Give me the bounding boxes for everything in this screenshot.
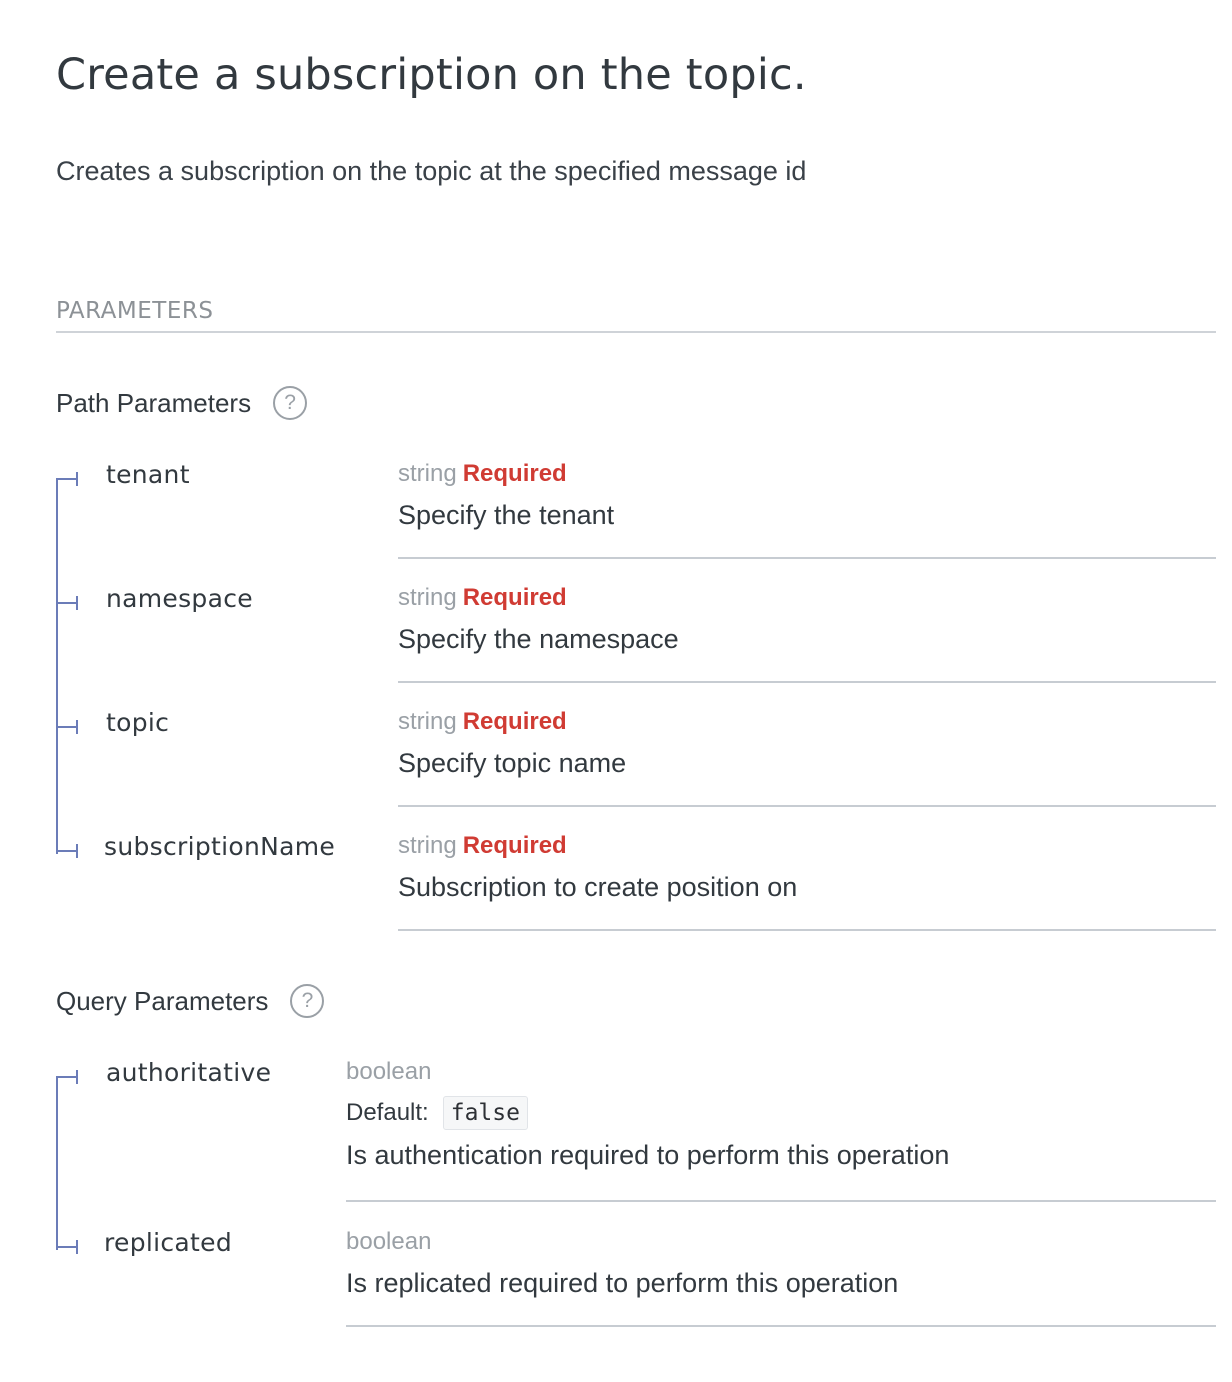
required-badge: Required: [462, 584, 567, 611]
param-divider: [398, 929, 1216, 931]
param-type: string: [398, 460, 457, 487]
param-divider: [398, 681, 1216, 683]
param-name: subscriptionName: [104, 832, 336, 861]
param-type: string: [398, 832, 457, 859]
param-name: namespace: [106, 584, 253, 613]
default-value: false: [443, 1096, 528, 1130]
default-label: Default:: [346, 1099, 429, 1126]
param-divider: [398, 557, 1216, 559]
path-tree-line: [56, 478, 58, 854]
param-description: Is replicated required to perform this operation: [346, 1268, 899, 1298]
tree-branch: [56, 720, 80, 734]
param-divider: [346, 1325, 1216, 1327]
param-info: [346, 1228, 1216, 1299]
param-default: [346, 1096, 1216, 1130]
tree-branch: [56, 596, 80, 610]
param-description: Is authentication required to perform this operation: [346, 1140, 950, 1170]
param-description: Specify the tenant: [398, 500, 615, 530]
page-title: Create a subscription on the topic.: [56, 50, 807, 100]
tree-branch: [56, 844, 80, 858]
path-parameters-title: Path Parameters: [56, 387, 252, 418]
param-type: string: [398, 584, 457, 611]
param-name: replicated: [104, 1228, 232, 1257]
param-description: Specify topic name: [398, 748, 627, 778]
query-parameters-heading: [56, 984, 324, 1018]
param-divider: [398, 805, 1216, 807]
param-description: Specify the namespace: [398, 624, 679, 654]
param-type: boolean: [346, 1228, 432, 1255]
param-name: topic: [106, 708, 170, 737]
parameters-label: PARAMETERS: [56, 298, 214, 324]
tree-branch: [56, 472, 80, 486]
query-parameters-title: Query Parameters: [56, 985, 269, 1016]
param-divider: [346, 1200, 1216, 1202]
parameters-divider: [56, 331, 1216, 333]
help-icon[interactable]: ?: [273, 386, 307, 420]
param-info: [398, 460, 1216, 531]
path-parameters-heading: [56, 386, 307, 420]
param-info: [398, 832, 1216, 903]
param-type: boolean: [346, 1058, 432, 1085]
param-name: tenant: [106, 460, 190, 489]
operation-description: Creates a subscription on the topic at the specified message id: [56, 156, 807, 186]
param-info: [398, 584, 1216, 655]
param-name: authoritative: [106, 1058, 272, 1087]
param-info: [346, 1058, 1216, 1171]
param-type: string: [398, 708, 457, 735]
required-badge: Required: [462, 832, 567, 859]
required-badge: Required: [462, 460, 567, 487]
required-badge: Required: [462, 708, 567, 735]
query-tree-line: [56, 1076, 58, 1250]
tree-branch: [56, 1070, 80, 1084]
param-info: [398, 708, 1216, 779]
param-description: Subscription to create position on: [398, 872, 798, 902]
tree-branch: [56, 1240, 80, 1254]
help-icon[interactable]: ?: [290, 984, 324, 1018]
